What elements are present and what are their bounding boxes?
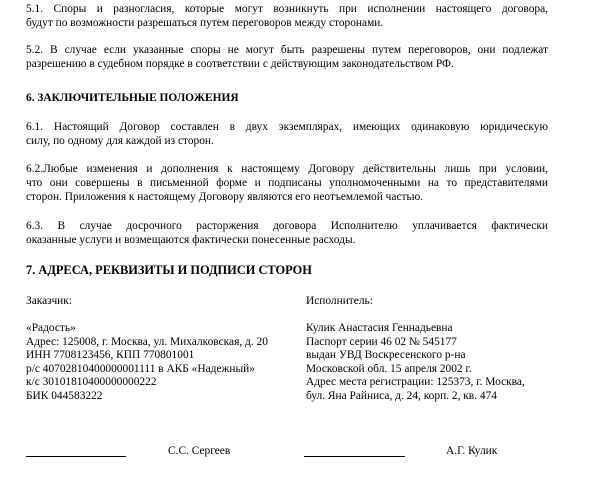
customer-corr-account: к/с 30101810400000000222 (26, 376, 157, 389)
customer-block (26, 295, 72, 309)
contractor-block (306, 295, 373, 309)
contractor-passport: Паспорт серии 46 02 № 545177 (306, 335, 457, 348)
clause-5-1-line-2: будут по возможности разрешаться путем переговоров между сторонами. (26, 17, 384, 29)
customer-address: Адрес: 125008, г. Москва, ул. Михалковская, д. 20 (26, 335, 268, 348)
clause-6-3-line-2: оказанные услуги и возмещаются фактически понесенные расходы. (26, 234, 356, 246)
customer-inn-kpp: ИНН 7708123456, КПП 770801001 (26, 349, 195, 362)
customer-name: «Радость» (26, 322, 76, 334)
customer-label: Заказчик: (26, 295, 72, 307)
clause-6-1-line-1: 6.1. Настоящий Договор составлен в двух экземплярах, имеющих одинаковую юридическую (26, 121, 548, 133)
contractor-passport-date: Московской обл. 15 апреля 2002 г. (306, 362, 472, 375)
customer-signature-line (26, 456, 126, 457)
contractor-registration-street: бул. Яна Райниса, д. 24, корп. 2, кв. 474 (306, 389, 497, 402)
clause-6-3-line-1: 6.3. В случае досрочного расторжения договора Исполнителю уплачивается фактически (26, 220, 548, 232)
contractor-signature-name: А.Г. Кулик (446, 445, 498, 457)
contractor-label: Исполнитель: (306, 295, 373, 307)
clause-6-1-line-2: силу, по одному для каждой из сторон. (26, 135, 214, 147)
customer-account: р/с 40702810400000001111 в АКБ «Надежный» (26, 362, 255, 375)
customer-signature-name: С.С. Сергеев (168, 445, 231, 457)
contractor-passport-issuer: выдан УВД Воскресенского р-на (306, 349, 466, 362)
clause-6-2-line-2: что они совершены в письменной форме и подписаны уполномоченными на то представителями (26, 177, 548, 189)
contractor-signature-line (304, 456, 405, 457)
section-7-heading: 7. АДРЕСА, РЕКВИЗИТЫ И ПОДПИСИ СТОРОН (26, 263, 312, 277)
contractor-registration-address: Адрес места регистрации: 125373, г. Москва, (306, 376, 525, 389)
customer-details (26, 322, 268, 404)
contractor-name: Кулик Анастасия Геннадьевна (306, 322, 453, 334)
customer-bik: БИК 044583222 (26, 389, 103, 402)
section-6-heading: 6. ЗАКЛЮЧИТЕЛЬНЫЕ ПОЛОЖЕНИЯ (26, 92, 239, 104)
clause-6-2-line-3: сторон. Приложения к настоящему Договору являются его неотъемлемой частью. (26, 191, 424, 203)
clause-5-1-line-1: 5.1. Споры и разногласия, которые могут возникнуть при исполнении настоящего договора, (26, 3, 548, 15)
clause-5-2-line-1: 5.2. В случае если указанные споры не могут быть разрешены путем переговоров, они подлежат (26, 44, 548, 56)
clause-5-2-line-2: разрешению в судебном порядке в соответствии с действующим законодательством РФ. (26, 58, 454, 70)
contractor-details (306, 322, 525, 404)
clause-6-2-line-1: 6.2.Любые изменения и дополнения к настоящему Договору действительны лишь при условии, (26, 163, 548, 175)
